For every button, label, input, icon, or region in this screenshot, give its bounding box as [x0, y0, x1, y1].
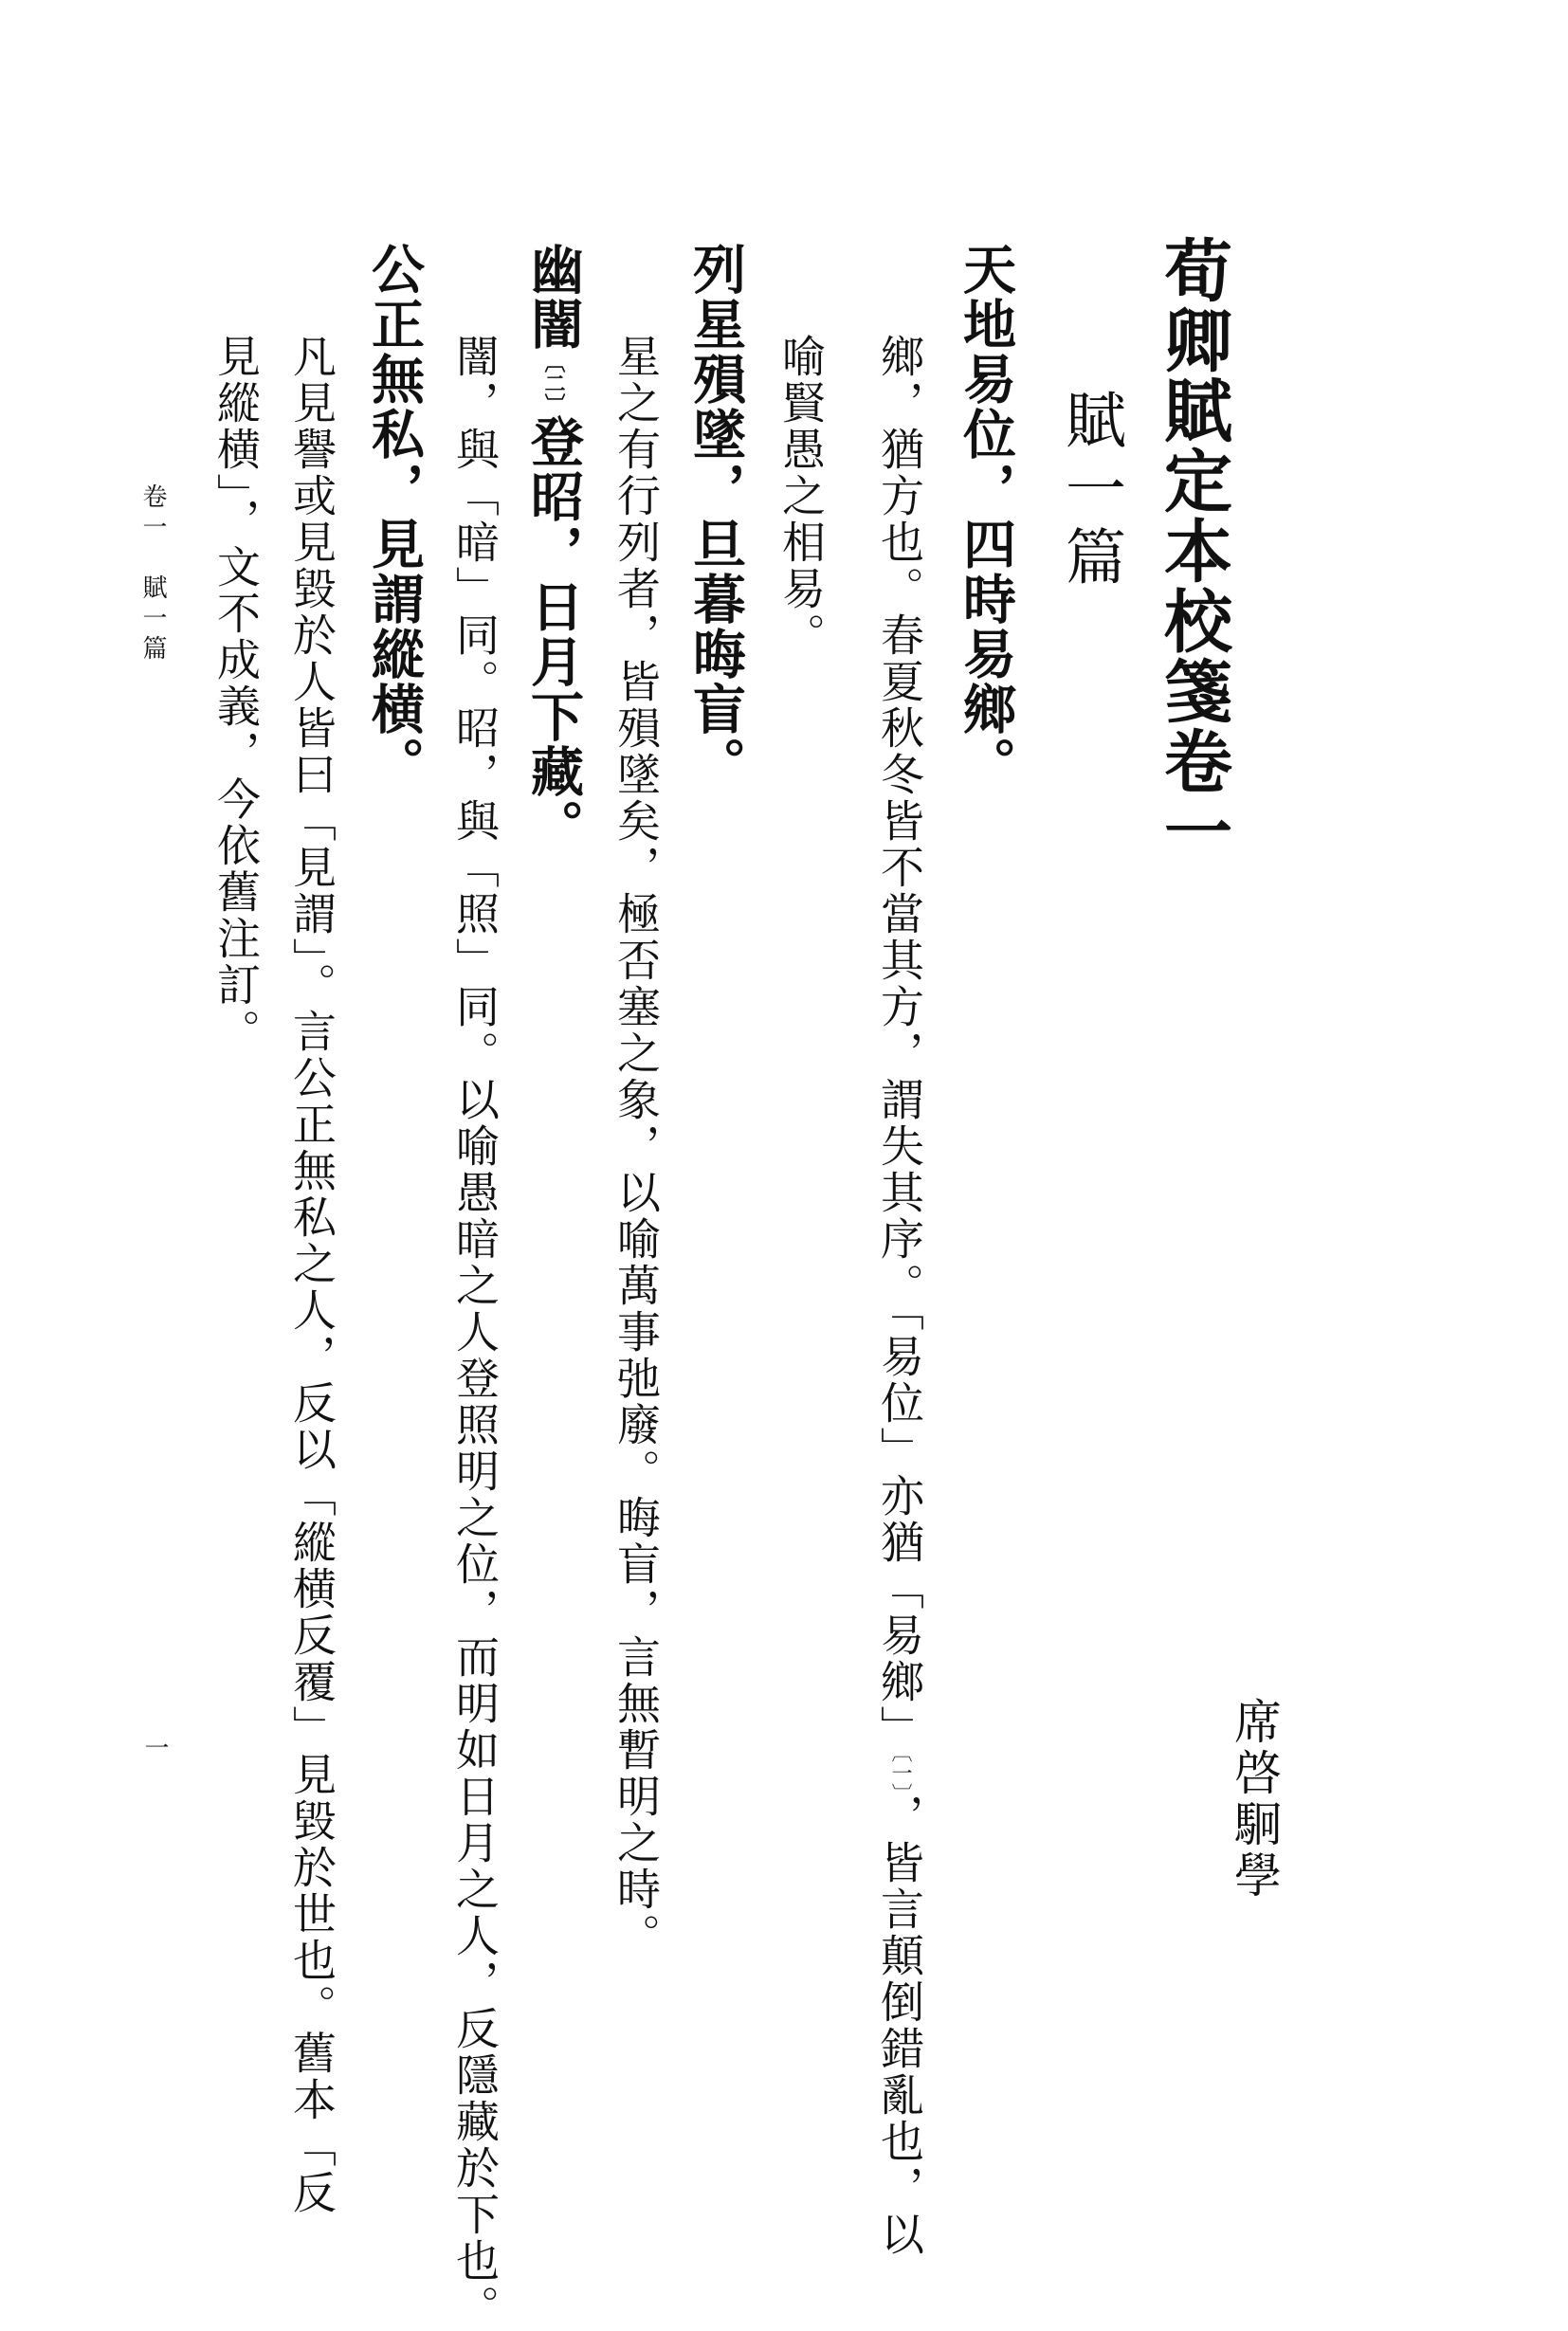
main-text-line: 天地易位，四時易鄉。 [955, 242, 1017, 792]
running-head: 卷一 賦一篇 [138, 483, 167, 665]
page-title: 荀卿賦定本校箋卷一 [1153, 235, 1233, 866]
main-text-line: 公正無私，見謂縱横。 [363, 242, 426, 792]
footnote-ref: 〔二〕 [541, 352, 566, 414]
commentary-line: 星之有行列者，皆殞墜矣，極否塞之象，以喻萬事弛廢。晦盲，言無暫明之時。 [611, 334, 662, 1959]
page-number: 一 [140, 1735, 169, 1759]
main-text: 登昭，日月下藏。 [522, 414, 585, 854]
main-text-line [522, 242, 585, 854]
commentary-line: 喻賢愚之相易。 [775, 334, 827, 659]
commentary-line [874, 334, 925, 2258]
author-name: 席啓駉學 [1227, 1697, 1282, 1902]
commentary-text: ，皆言顛倒錯亂也，以 [874, 1794, 925, 2258]
commentary-line: 見縱横」，文不成義，今依舊注訂。 [210, 334, 262, 1055]
commentary-text: 鄉，猶方也。春夏秋冬皆不當其方，謂失其序。「易位」亦猶「易鄉」 [874, 334, 925, 1752]
main-text: 幽闇 [522, 242, 585, 352]
commentary-line: 凡見譽或見毀於人皆曰「見謂」。言公正無私之人，反以「縱横反覆」見毀於世也。舊本「反 [286, 334, 337, 2216]
footnote-ref: 〔一〕 [888, 1752, 912, 1794]
section-heading: 賦一篇 [1055, 389, 1125, 593]
commentary-line: 闇，與「暗」同。昭，與「照」同。以喻愚暗之人登照明之位，而明如日月之人，反隱藏於下也。 [449, 334, 501, 2331]
main-text-line: 列星殞墜，旦暮晦盲。 [684, 242, 747, 792]
